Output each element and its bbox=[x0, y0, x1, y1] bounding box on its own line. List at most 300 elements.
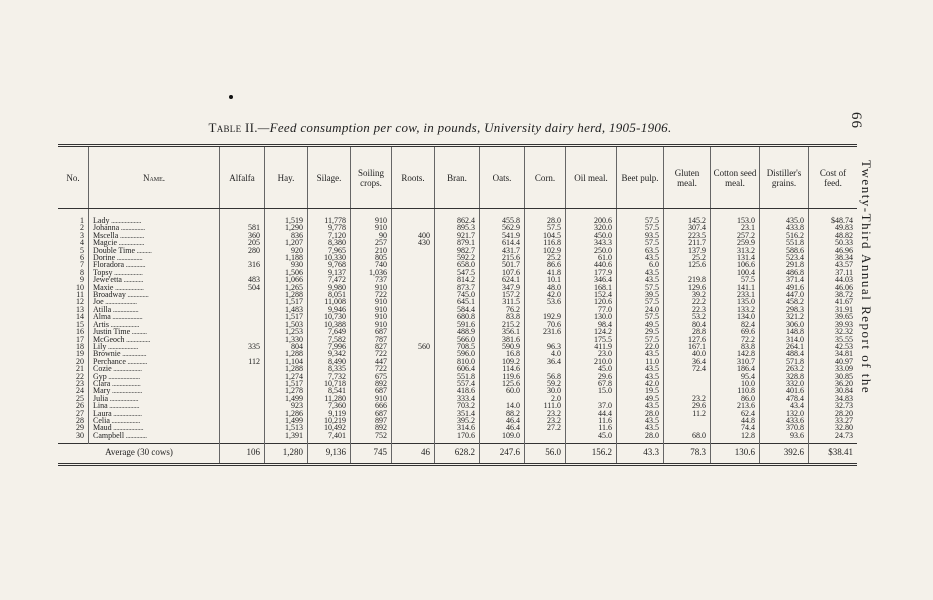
value-cell: 447 bbox=[351, 358, 392, 365]
value-cell: 124.2 bbox=[566, 328, 617, 335]
col-header: Alfalfa bbox=[220, 146, 265, 209]
value-cell: 53.6 bbox=[525, 298, 566, 305]
value-cell: 371.4 bbox=[760, 276, 809, 283]
value-cell: 148.8 bbox=[760, 328, 809, 335]
value-cell: 12.8 bbox=[711, 432, 760, 444]
value-cell: 257 bbox=[351, 239, 392, 246]
value-cell bbox=[392, 313, 435, 320]
dot-leader: .................... bbox=[106, 341, 138, 351]
cow-name: Double Time bbox=[93, 245, 136, 255]
value-cell: 314.0 bbox=[760, 336, 809, 343]
value-cell: 36.4 bbox=[664, 358, 711, 365]
table-row bbox=[58, 209, 857, 225]
value-cell: 141.1 bbox=[711, 284, 760, 291]
value-cell bbox=[392, 261, 435, 268]
value-cell: 34.83 bbox=[835, 393, 853, 403]
value-cell: 910 bbox=[351, 395, 392, 402]
value-cell: 804 bbox=[265, 343, 308, 350]
value-cell: 1,288 bbox=[265, 291, 308, 298]
value-cell: 1,274 bbox=[265, 373, 308, 380]
value-cell: 1,519 bbox=[265, 209, 308, 225]
value-cell: 581 bbox=[220, 224, 265, 231]
value-cell: 1,483 bbox=[265, 306, 308, 313]
cow-name: McGeoch bbox=[93, 334, 125, 344]
value-cell: 28.20 bbox=[835, 408, 853, 418]
value-cell: 59.2 bbox=[525, 380, 566, 387]
dot-leader: ............. bbox=[124, 260, 146, 270]
value-cell: 49.83 bbox=[835, 223, 853, 233]
average-value: $38.41 bbox=[809, 444, 858, 464]
value-cell: 430 bbox=[392, 239, 435, 246]
value-cell bbox=[392, 321, 435, 328]
value-cell bbox=[392, 373, 435, 380]
value-cell: 814.2 bbox=[435, 276, 480, 283]
table-title bbox=[0, 120, 880, 136]
value-cell: 205 bbox=[220, 239, 265, 246]
value-cell: 332.0 bbox=[760, 380, 809, 387]
value-cell: 1,288 bbox=[265, 350, 308, 357]
value-cell: 745.0 bbox=[435, 291, 480, 298]
value-cell: 57.5 bbox=[617, 298, 664, 305]
value-cell: 658.0 bbox=[435, 261, 480, 268]
value-cell: 722 bbox=[351, 291, 392, 298]
value-cell: 435.0 bbox=[760, 209, 809, 225]
row-number: 29 bbox=[58, 424, 89, 431]
value-cell: 36.4 bbox=[525, 358, 566, 365]
value-cell: 157.2 bbox=[480, 291, 525, 298]
value-cell: 35.55 bbox=[835, 334, 853, 344]
average-value: 56.0 bbox=[525, 444, 566, 464]
value-cell bbox=[220, 387, 265, 394]
value-cell bbox=[220, 373, 265, 380]
value-cell: 44.8 bbox=[711, 417, 760, 424]
value-cell: 313.2 bbox=[711, 247, 760, 254]
dot-leader: ................... bbox=[108, 393, 139, 403]
value-cell: 590.9 bbox=[480, 343, 525, 350]
value-cell: 343.3 bbox=[566, 239, 617, 246]
average-value: 46 bbox=[392, 444, 435, 464]
value-cell: 433.8 bbox=[760, 224, 809, 231]
value-cell: 920 bbox=[265, 247, 308, 254]
row-number: 6 bbox=[58, 254, 89, 261]
dot-leader: .................... bbox=[107, 401, 140, 411]
value-cell: 314.6 bbox=[435, 424, 480, 431]
value-cell: 982.7 bbox=[435, 247, 480, 254]
value-cell: 46.06 bbox=[835, 282, 853, 292]
value-cell: 57.5 bbox=[617, 336, 664, 343]
col-header: Silage. bbox=[308, 146, 351, 209]
value-cell: 23.2 bbox=[525, 417, 566, 424]
value-cell: 69.6 bbox=[711, 328, 760, 335]
value-cell: 787 bbox=[351, 336, 392, 343]
value-cell bbox=[392, 209, 435, 225]
value-cell bbox=[220, 321, 265, 328]
value-cell: 9,980 bbox=[308, 284, 351, 291]
value-cell: 1,513 bbox=[265, 424, 308, 431]
average-label: Average (30 cows) bbox=[58, 444, 220, 464]
value-cell: 42.53 bbox=[835, 341, 853, 351]
dot-leader: ............. bbox=[121, 275, 143, 285]
dot-leader: .......... bbox=[135, 245, 152, 255]
value-cell: 910 bbox=[351, 224, 392, 231]
value-cell bbox=[392, 432, 435, 444]
value-cell: 703.2 bbox=[435, 402, 480, 409]
value-cell: 250.0 bbox=[566, 247, 617, 254]
value-cell: 41.67 bbox=[835, 297, 853, 307]
value-cell: 10.1 bbox=[525, 276, 566, 283]
value-cell: 68.0 bbox=[664, 432, 711, 444]
dot-leader: ................... bbox=[111, 408, 142, 418]
value-cell: 177.9 bbox=[566, 269, 617, 276]
value-cell: 862.4 bbox=[435, 209, 480, 225]
value-cell bbox=[392, 410, 435, 417]
col-header: Gluten meal. bbox=[664, 146, 711, 209]
average-row bbox=[58, 444, 857, 464]
cow-name-cell bbox=[89, 432, 220, 444]
value-cell: 606.4 bbox=[435, 365, 480, 372]
value-cell: 591.6 bbox=[435, 321, 480, 328]
value-cell: 501.7 bbox=[480, 261, 525, 268]
value-cell: 112 bbox=[220, 358, 265, 365]
value-cell: 57.5 bbox=[617, 313, 664, 320]
value-cell bbox=[392, 328, 435, 335]
value-cell: $48.74 bbox=[831, 216, 853, 225]
value-cell: 566.0 bbox=[435, 336, 480, 343]
value-cell: 28.0 bbox=[525, 209, 566, 225]
value-cell: 588.6 bbox=[760, 247, 809, 254]
value-cell: 562.9 bbox=[480, 224, 525, 231]
col-header: Bran. bbox=[435, 146, 480, 209]
value-cell: 43.57 bbox=[835, 260, 853, 270]
cow-name: Dorine bbox=[93, 253, 116, 263]
value-cell: 100.4 bbox=[711, 269, 760, 276]
value-cell: 170.6 bbox=[435, 432, 480, 444]
value-cell: 231.6 bbox=[525, 328, 566, 335]
value-cell: 36.20 bbox=[835, 378, 853, 388]
value-cell: 57.5 bbox=[617, 209, 664, 225]
value-cell: 447.0 bbox=[760, 291, 809, 298]
value-cell: 897 bbox=[351, 417, 392, 424]
value-cell: 43.5 bbox=[617, 417, 664, 424]
value-cell: 11.6 bbox=[566, 417, 617, 424]
row-number: 19 bbox=[58, 350, 89, 357]
value-cell: 175.5 bbox=[566, 336, 617, 343]
value-cell: 910 bbox=[351, 298, 392, 305]
value-cell: 86.6 bbox=[525, 261, 566, 268]
value-cell bbox=[220, 432, 265, 444]
value-cell: 43.5 bbox=[617, 269, 664, 276]
value-cell: 7,965 bbox=[308, 247, 351, 254]
row-number: 17 bbox=[58, 336, 89, 343]
value-cell: 37.0 bbox=[566, 402, 617, 409]
value-cell: 320.0 bbox=[566, 224, 617, 231]
value-cell: 109.0 bbox=[480, 432, 525, 444]
value-cell: 24.0 bbox=[617, 306, 664, 313]
value-cell: 168.1 bbox=[566, 284, 617, 291]
value-cell bbox=[392, 284, 435, 291]
value-cell: 418.6 bbox=[435, 387, 480, 394]
value-cell: 39.93 bbox=[835, 319, 853, 329]
average-value: 156.2 bbox=[566, 444, 617, 464]
value-cell: 39.65 bbox=[835, 312, 853, 322]
value-cell: 43.4 bbox=[760, 402, 809, 409]
value-cell: 2.0 bbox=[525, 395, 566, 402]
value-cell: 1,278 bbox=[265, 387, 308, 394]
value-cell: 10.0 bbox=[711, 380, 760, 387]
dot-leader: .............. bbox=[124, 430, 147, 440]
value-cell: 483 bbox=[220, 276, 265, 283]
dot-leader: .............. bbox=[125, 290, 149, 300]
value-cell: 134.0 bbox=[711, 313, 760, 320]
value-cell bbox=[220, 298, 265, 305]
dot-leader: ..................... bbox=[106, 371, 140, 381]
value-cell: 57.5 bbox=[617, 239, 664, 246]
cow-name: Atilla bbox=[93, 304, 112, 314]
value-cell: 42.0 bbox=[525, 291, 566, 298]
value-cell: 116.8 bbox=[525, 239, 566, 246]
value-cell bbox=[392, 306, 435, 313]
dot-leader: ................. bbox=[115, 253, 143, 263]
row-number: 16 bbox=[58, 328, 89, 335]
value-cell: 1,290 bbox=[265, 224, 308, 231]
value-cell: 210 bbox=[351, 247, 392, 254]
row-number: 18 bbox=[58, 343, 89, 350]
value-cell: 675 bbox=[351, 373, 392, 380]
value-cell bbox=[392, 417, 435, 424]
value-cell: 130.0 bbox=[566, 313, 617, 320]
value-cell: 1,188 bbox=[265, 254, 308, 261]
value-cell: 486.8 bbox=[760, 269, 809, 276]
value-cell: 805 bbox=[351, 254, 392, 261]
value-cell bbox=[392, 380, 435, 387]
value-cell: 15.0 bbox=[566, 387, 617, 394]
dot-leader: ................ bbox=[119, 223, 145, 233]
value-cell: 86.0 bbox=[711, 395, 760, 402]
value-cell bbox=[392, 247, 435, 254]
value-cell bbox=[392, 350, 435, 357]
value-cell bbox=[392, 395, 435, 402]
cow-name: Lady bbox=[93, 216, 110, 225]
value-cell: 873.7 bbox=[435, 284, 480, 291]
dot-leader: ................... bbox=[111, 364, 142, 374]
dot-leader: ................. bbox=[117, 238, 144, 248]
value-cell: 321.2 bbox=[760, 313, 809, 320]
value-cell: 25.2 bbox=[664, 254, 711, 261]
value-cell: 737 bbox=[351, 276, 392, 283]
col-header: Soiling crops. bbox=[351, 146, 392, 209]
value-cell: 298.3 bbox=[760, 306, 809, 313]
dot-leader: ................. bbox=[111, 304, 139, 314]
value-cell: 30.0 bbox=[525, 387, 566, 394]
value-cell: 1,330 bbox=[265, 336, 308, 343]
value-cell: 19.5 bbox=[617, 387, 664, 394]
value-cell: 1,499 bbox=[265, 417, 308, 424]
dot-leader: ................ bbox=[120, 349, 147, 359]
row-number: 20 bbox=[58, 358, 89, 365]
value-cell: 9,778 bbox=[308, 224, 351, 231]
value-cell: 1,104 bbox=[265, 358, 308, 365]
value-cell: 29.5 bbox=[617, 328, 664, 335]
value-cell: 7,472 bbox=[308, 276, 351, 283]
value-cell: 37.11 bbox=[835, 267, 853, 277]
value-cell: 10,330 bbox=[308, 254, 351, 261]
value-cell: 142.8 bbox=[711, 350, 760, 357]
row-number: 4 bbox=[58, 239, 89, 246]
row-number: 3 bbox=[58, 232, 89, 239]
cow-name: Johanna bbox=[93, 223, 120, 233]
average-value: 78.3 bbox=[664, 444, 711, 464]
value-cell: 1,207 bbox=[265, 239, 308, 246]
value-cell: 28.0 bbox=[617, 432, 664, 444]
value-cell bbox=[392, 358, 435, 365]
dot-leader: .................... bbox=[110, 386, 142, 396]
value-cell: 213.6 bbox=[711, 402, 760, 409]
value-cell: 80.4 bbox=[664, 321, 711, 328]
dot-leader: ................... bbox=[109, 415, 140, 425]
value-cell: 6.0 bbox=[617, 261, 664, 268]
value-cell: 110.8 bbox=[711, 387, 760, 394]
value-cell: 1,517 bbox=[265, 313, 308, 320]
value-cell: 910 bbox=[351, 284, 392, 291]
value-cell: 259.9 bbox=[711, 239, 760, 246]
value-cell: 145.2 bbox=[664, 209, 711, 225]
row-number: 13 bbox=[58, 306, 89, 313]
row-number: 14 bbox=[58, 313, 89, 320]
value-cell: 8,490 bbox=[308, 358, 351, 365]
value-cell: 440.6 bbox=[566, 261, 617, 268]
value-cell: 30.85 bbox=[835, 371, 853, 381]
cow-name: Floradora bbox=[93, 260, 125, 270]
value-cell: 930 bbox=[265, 261, 308, 268]
value-cell: 827 bbox=[351, 343, 392, 350]
value-cell: 28.8 bbox=[664, 328, 711, 335]
value-cell: 879.1 bbox=[435, 239, 480, 246]
value-cell: 431.7 bbox=[480, 247, 525, 254]
value-cell: 57.5 bbox=[617, 284, 664, 291]
value-cell: 892 bbox=[351, 424, 392, 431]
value-cell: 541.9 bbox=[480, 232, 525, 239]
value-cell: 316 bbox=[220, 261, 265, 268]
value-cell: 27.2 bbox=[525, 424, 566, 431]
value-cell: 921.7 bbox=[435, 232, 480, 239]
value-cell: 516.2 bbox=[760, 232, 809, 239]
value-cell: 910 bbox=[351, 321, 392, 328]
cow-name: Topsy bbox=[93, 267, 113, 277]
value-cell: 666 bbox=[351, 402, 392, 409]
cow-name-cell bbox=[89, 209, 220, 225]
value-cell: 356.1 bbox=[480, 328, 525, 335]
value-cell: 1,286 bbox=[265, 410, 308, 417]
cow-name: Brownie bbox=[93, 349, 121, 359]
value-cell: 687 bbox=[351, 387, 392, 394]
cow-name: Justin Time bbox=[93, 327, 131, 337]
cow-name: Alma bbox=[93, 312, 111, 322]
row-number: 24 bbox=[58, 387, 89, 394]
value-cell: 836 bbox=[265, 232, 308, 239]
value-cell: 687 bbox=[351, 328, 392, 335]
value-cell: 125.6 bbox=[480, 380, 525, 387]
dot-leader: ................... bbox=[113, 282, 144, 292]
value-cell: 43.5 bbox=[617, 365, 664, 372]
value-cell: 74.4 bbox=[711, 424, 760, 431]
value-cell: 57.5 bbox=[617, 224, 664, 231]
average-value: 43.3 bbox=[617, 444, 664, 464]
value-cell bbox=[664, 417, 711, 424]
value-cell: 233.1 bbox=[711, 291, 760, 298]
value-cell bbox=[664, 373, 711, 380]
value-cell: 29.6 bbox=[664, 402, 711, 409]
value-cell: 33.27 bbox=[835, 415, 853, 425]
value-cell: 42.0 bbox=[617, 380, 664, 387]
value-cell bbox=[220, 424, 265, 431]
value-cell: 4.0 bbox=[525, 350, 566, 357]
value-cell: 90 bbox=[351, 232, 392, 239]
value-cell: 810.0 bbox=[435, 358, 480, 365]
value-cell: 82.4 bbox=[711, 321, 760, 328]
value-cell: 223.5 bbox=[664, 232, 711, 239]
value-cell: 11,778 bbox=[308, 209, 351, 225]
value-cell: 306.0 bbox=[760, 321, 809, 328]
row-number: 23 bbox=[58, 380, 89, 387]
value-cell: 102.9 bbox=[525, 247, 566, 254]
value-cell bbox=[392, 276, 435, 283]
value-cell: 40.0 bbox=[664, 350, 711, 357]
cow-name: Celia bbox=[93, 415, 110, 425]
cow-name: Maud bbox=[93, 423, 112, 433]
value-cell: 48.82 bbox=[835, 230, 853, 240]
table-caption: —Feed consumption per cow, in pounds, University dairy herd, 1905-1906. bbox=[257, 120, 672, 135]
cow-name: Artis bbox=[93, 319, 109, 329]
value-cell: 9,768 bbox=[308, 261, 351, 268]
value-cell: 584.4 bbox=[435, 306, 480, 313]
value-cell: 592.2 bbox=[435, 254, 480, 261]
value-cell: 1,288 bbox=[265, 365, 308, 372]
col-header: Hay. bbox=[265, 146, 308, 209]
value-cell: 32.73 bbox=[835, 401, 853, 411]
cow-name: Mary bbox=[93, 386, 111, 396]
value-cell: 614.4 bbox=[480, 239, 525, 246]
value-cell: 132.0 bbox=[760, 410, 809, 417]
value-cell: 328.8 bbox=[760, 373, 809, 380]
cow-name: Perchance bbox=[93, 356, 126, 366]
value-cell: 370.8 bbox=[760, 424, 809, 431]
average-value: 247.6 bbox=[480, 444, 525, 464]
value-cell: 41.8 bbox=[525, 269, 566, 276]
value-cell: 211.7 bbox=[664, 239, 711, 246]
value-cell: 31.91 bbox=[835, 304, 853, 314]
row-number: 1 bbox=[58, 209, 89, 225]
value-cell: 7,120 bbox=[308, 232, 351, 239]
value-cell: 63.5 bbox=[617, 247, 664, 254]
value-cell: 624.1 bbox=[480, 276, 525, 283]
value-cell: 30.84 bbox=[835, 386, 853, 396]
value-cell: 11.6 bbox=[566, 424, 617, 431]
value-cell: 7,649 bbox=[308, 328, 351, 335]
value-cell: 39.5 bbox=[617, 291, 664, 298]
value-cell bbox=[220, 365, 265, 372]
value-cell: 28.0 bbox=[617, 410, 664, 417]
value-cell: 311.5 bbox=[480, 298, 525, 305]
value-cell: 33.09 bbox=[835, 364, 853, 374]
value-cell: 892 bbox=[351, 380, 392, 387]
value-cell: 60.0 bbox=[480, 387, 525, 394]
value-cell: 88.2 bbox=[480, 410, 525, 417]
value-cell: 34.81 bbox=[835, 349, 853, 359]
value-cell: 152.4 bbox=[566, 291, 617, 298]
value-cell: 46.96 bbox=[835, 245, 853, 255]
running-head: Twenty-Third Annual Report of the bbox=[859, 160, 874, 395]
row-number: 30 bbox=[58, 432, 89, 444]
